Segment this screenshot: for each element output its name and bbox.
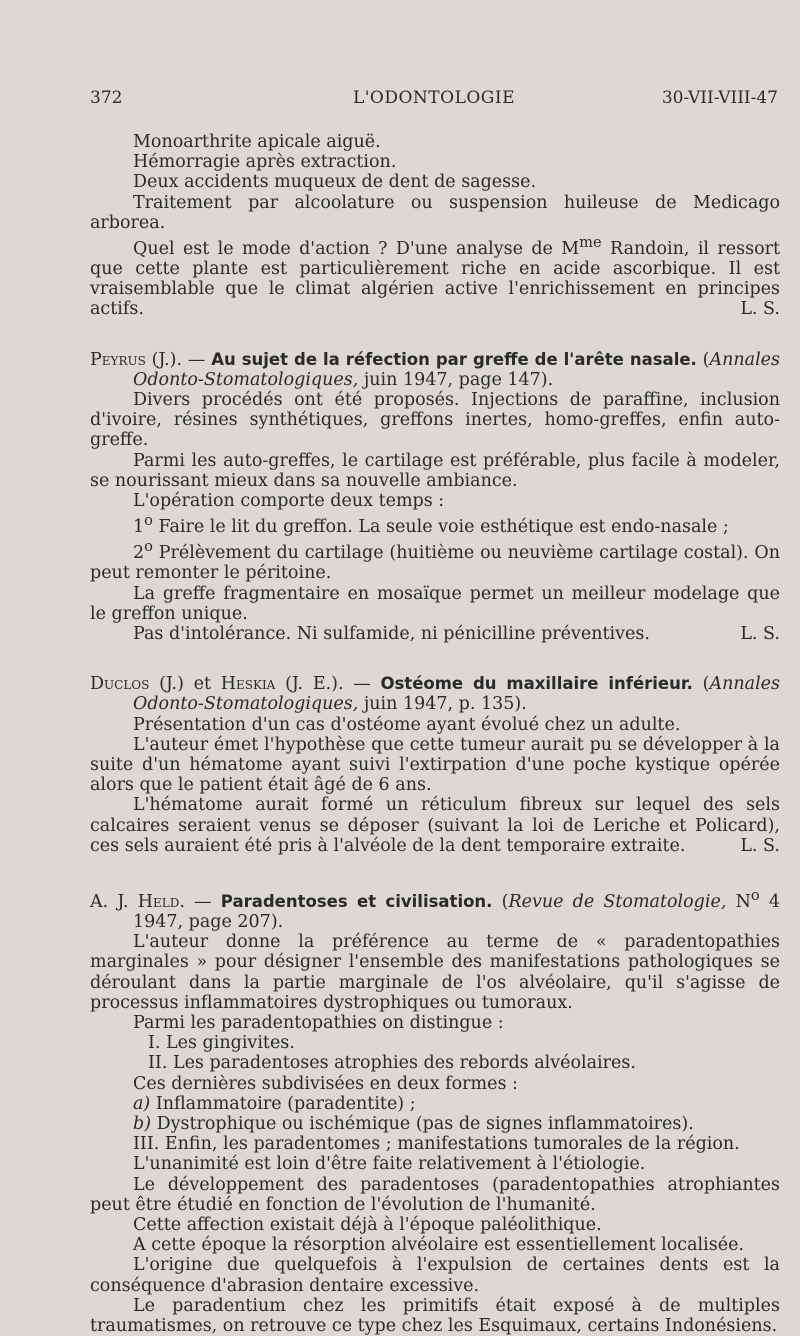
review-held — [90, 886, 780, 1336]
paragraph: Présentation d'un cas d'ostéome ayant évolué chez un adulte. — [133, 714, 681, 735]
list-item: a) Inflammatoire (paradentite) ; — [133, 1093, 416, 1114]
paragraph: Divers procédés ont été proposés. Injections de paraffine, inclusion d'ivoire, résines synthétiques, greffons inertes, homo-greffes, enfin auto-greffe. — [90, 390, 780, 451]
article-title: Ostéome du maxillaire inférieur. — [380, 674, 693, 694]
paragraph: L'origine due quelquefois à l'expulsion de certaines dents est la conséquence d'abrasion dentaire excessive. — [90, 1255, 780, 1296]
list-item: II. Les paradentoses atrophies des rebords alvéolaires. — [148, 1053, 636, 1074]
review-continuation — [90, 132, 780, 320]
author-name: Peyrus — [90, 349, 146, 370]
list-line: Monoarthrite apicale aiguë. — [133, 132, 381, 152]
review-peyrus — [90, 350, 780, 645]
list-item: b) Dystrophique ou ischémique (pas de signes inflammatoires). — [133, 1114, 694, 1135]
author-name: Held — [137, 891, 180, 912]
running-title: L'ODONTOLOGIE — [352, 88, 516, 108]
list-item: I. Les gingivites. — [148, 1033, 295, 1054]
paragraph: A cette époque la résorption alvéolaire est essentiellement localisée. — [133, 1235, 744, 1256]
review-heading: Duclos (J.) et Heskia (J. E.). — Ostéome du maxillaire inférieur. (Annales Odonto-Stomatologiques, juin 1947, p. 135). — [90, 674, 780, 715]
paragraph: Ces dernières subdivisées en deux formes : — [133, 1073, 518, 1094]
paragraph: 2$^o$ Prélèvement du cartilage (huitième ou neuvième cartilage costal). On peut remonter le péritoine. — [90, 538, 780, 584]
paragraph: Quel est le mode d'action ? D'une analyse de $M^{me}$ Randoin, il ressort que cette plante est particulièrement riche en acide ascorbique. Il est vraisemblable que le climat algérien active l'enrichissement en principes actifs. L. S. — [90, 234, 781, 320]
author-name: Heskia — [220, 674, 276, 695]
issue-date: 30-VII-VIII-47 — [661, 88, 778, 108]
paragraph: III. Enfin, les paradentomes ; manifestations tumorales de la région. — [133, 1134, 740, 1155]
signature: L. S. — [740, 299, 780, 320]
page-number: 372 — [90, 88, 123, 108]
list-line: Traitement par alcoolature ou suspension huileuse de Medicago arborea. — [90, 192, 780, 233]
journal-name: Annales Odonto-Stomatologiques, — [133, 674, 780, 715]
review-heading: Peyrus (J.). — Au sujet de la réfection par greffe de l'arête nasale. (Annales Odonto-Stomatologiques, juin 1947, page 147). — [90, 349, 780, 390]
page-body — [90, 132, 780, 1336]
paragraph: Le paradentium chez les primitifs était exposé à de multiples traumatismes, on retrouve ce type chez les Esquimaux, certains Indonésiens. — [90, 1295, 780, 1336]
review-duclos-heskia — [90, 674, 780, 856]
running-header — [90, 88, 778, 112]
journal-name: Annales Odonto-Stomatologiques, — [133, 349, 780, 390]
signature: L. S. — [740, 835, 780, 856]
paragraph: Parmi les paradentopathies on distingue : — [133, 1013, 504, 1034]
review-heading: A. J. Held. — Paradentoses et civilisation. (Revue de Stomatologie, $N^o$ 4 1947, page 207). — [90, 886, 780, 933]
list-line: Deux accidents muqueux de dent de sagesse. — [133, 172, 537, 193]
paragraph: Cette affection existait déjà à l'époque paléolithique. — [133, 1215, 602, 1236]
article-title: Au sujet de la réfection par greffe de l'arête nasale. — [211, 349, 697, 369]
paragraph: L'auteur donne la préférence au terme de « paradentopathies marginales » pour désigner l'ensemble des manifestations pathologiques se déroulant dans la partie marginale de l'os alvéolaire, qu'il s'agisse de processus inflammatoires dystrophiques ou tumoraux. — [90, 932, 780, 1013]
paragraph: L'opération comporte deux temps : — [133, 491, 445, 512]
author-name: Duclos — [90, 674, 150, 695]
paragraph: L'hématome aurait formé un réticulum fibreux sur lequel des sels calcaires seraient venus se déposer (suivant la loi de Leriche et Policard), ces sels auraient été pris à l'alvéole de la dent temporaire extraite. L. S. — [90, 795, 780, 856]
journal-name: Revue de Stomatologie, — [508, 891, 727, 912]
paragraph: L'unanimité est loin d'être faite relativement à l'étiologie. — [133, 1154, 646, 1175]
paragraph: L'auteur émet l'hypothèse que cette tumeur aurait pu se développer à la suite d'un hématome ayant suivi l'extirpation d'une poche kystique opérée alors que le patient était âgé de 6 ans. — [90, 734, 780, 796]
paragraph: 1$^o$ Faire le lit du greffon. La seule voie esthétique est endo-nasale ; — [133, 512, 729, 538]
signature: L. S. — [740, 623, 780, 644]
paragraph: Parmi les auto-greffes, le cartilage est préférable, plus facile à modeler, se nourissant mieux dans sa nouvelle ambiance. — [90, 450, 780, 491]
paragraph: Le développement des paradentoses (paradentopathies atrophiantes peut être étudié en fonction de l'évolution de l'humanité. — [90, 1174, 780, 1215]
list-line: Hémorragie après extraction. — [133, 152, 397, 173]
article-title: Paradentoses et civilisation. — [220, 891, 493, 911]
paragraph: La greffe fragmentaire en mosaïque permet un meilleur modelage que le greffon unique. — [90, 583, 780, 624]
paragraph: Pas d'intolérance. Ni sulfamide, ni pénicilline préventives. L. S. — [133, 623, 780, 644]
